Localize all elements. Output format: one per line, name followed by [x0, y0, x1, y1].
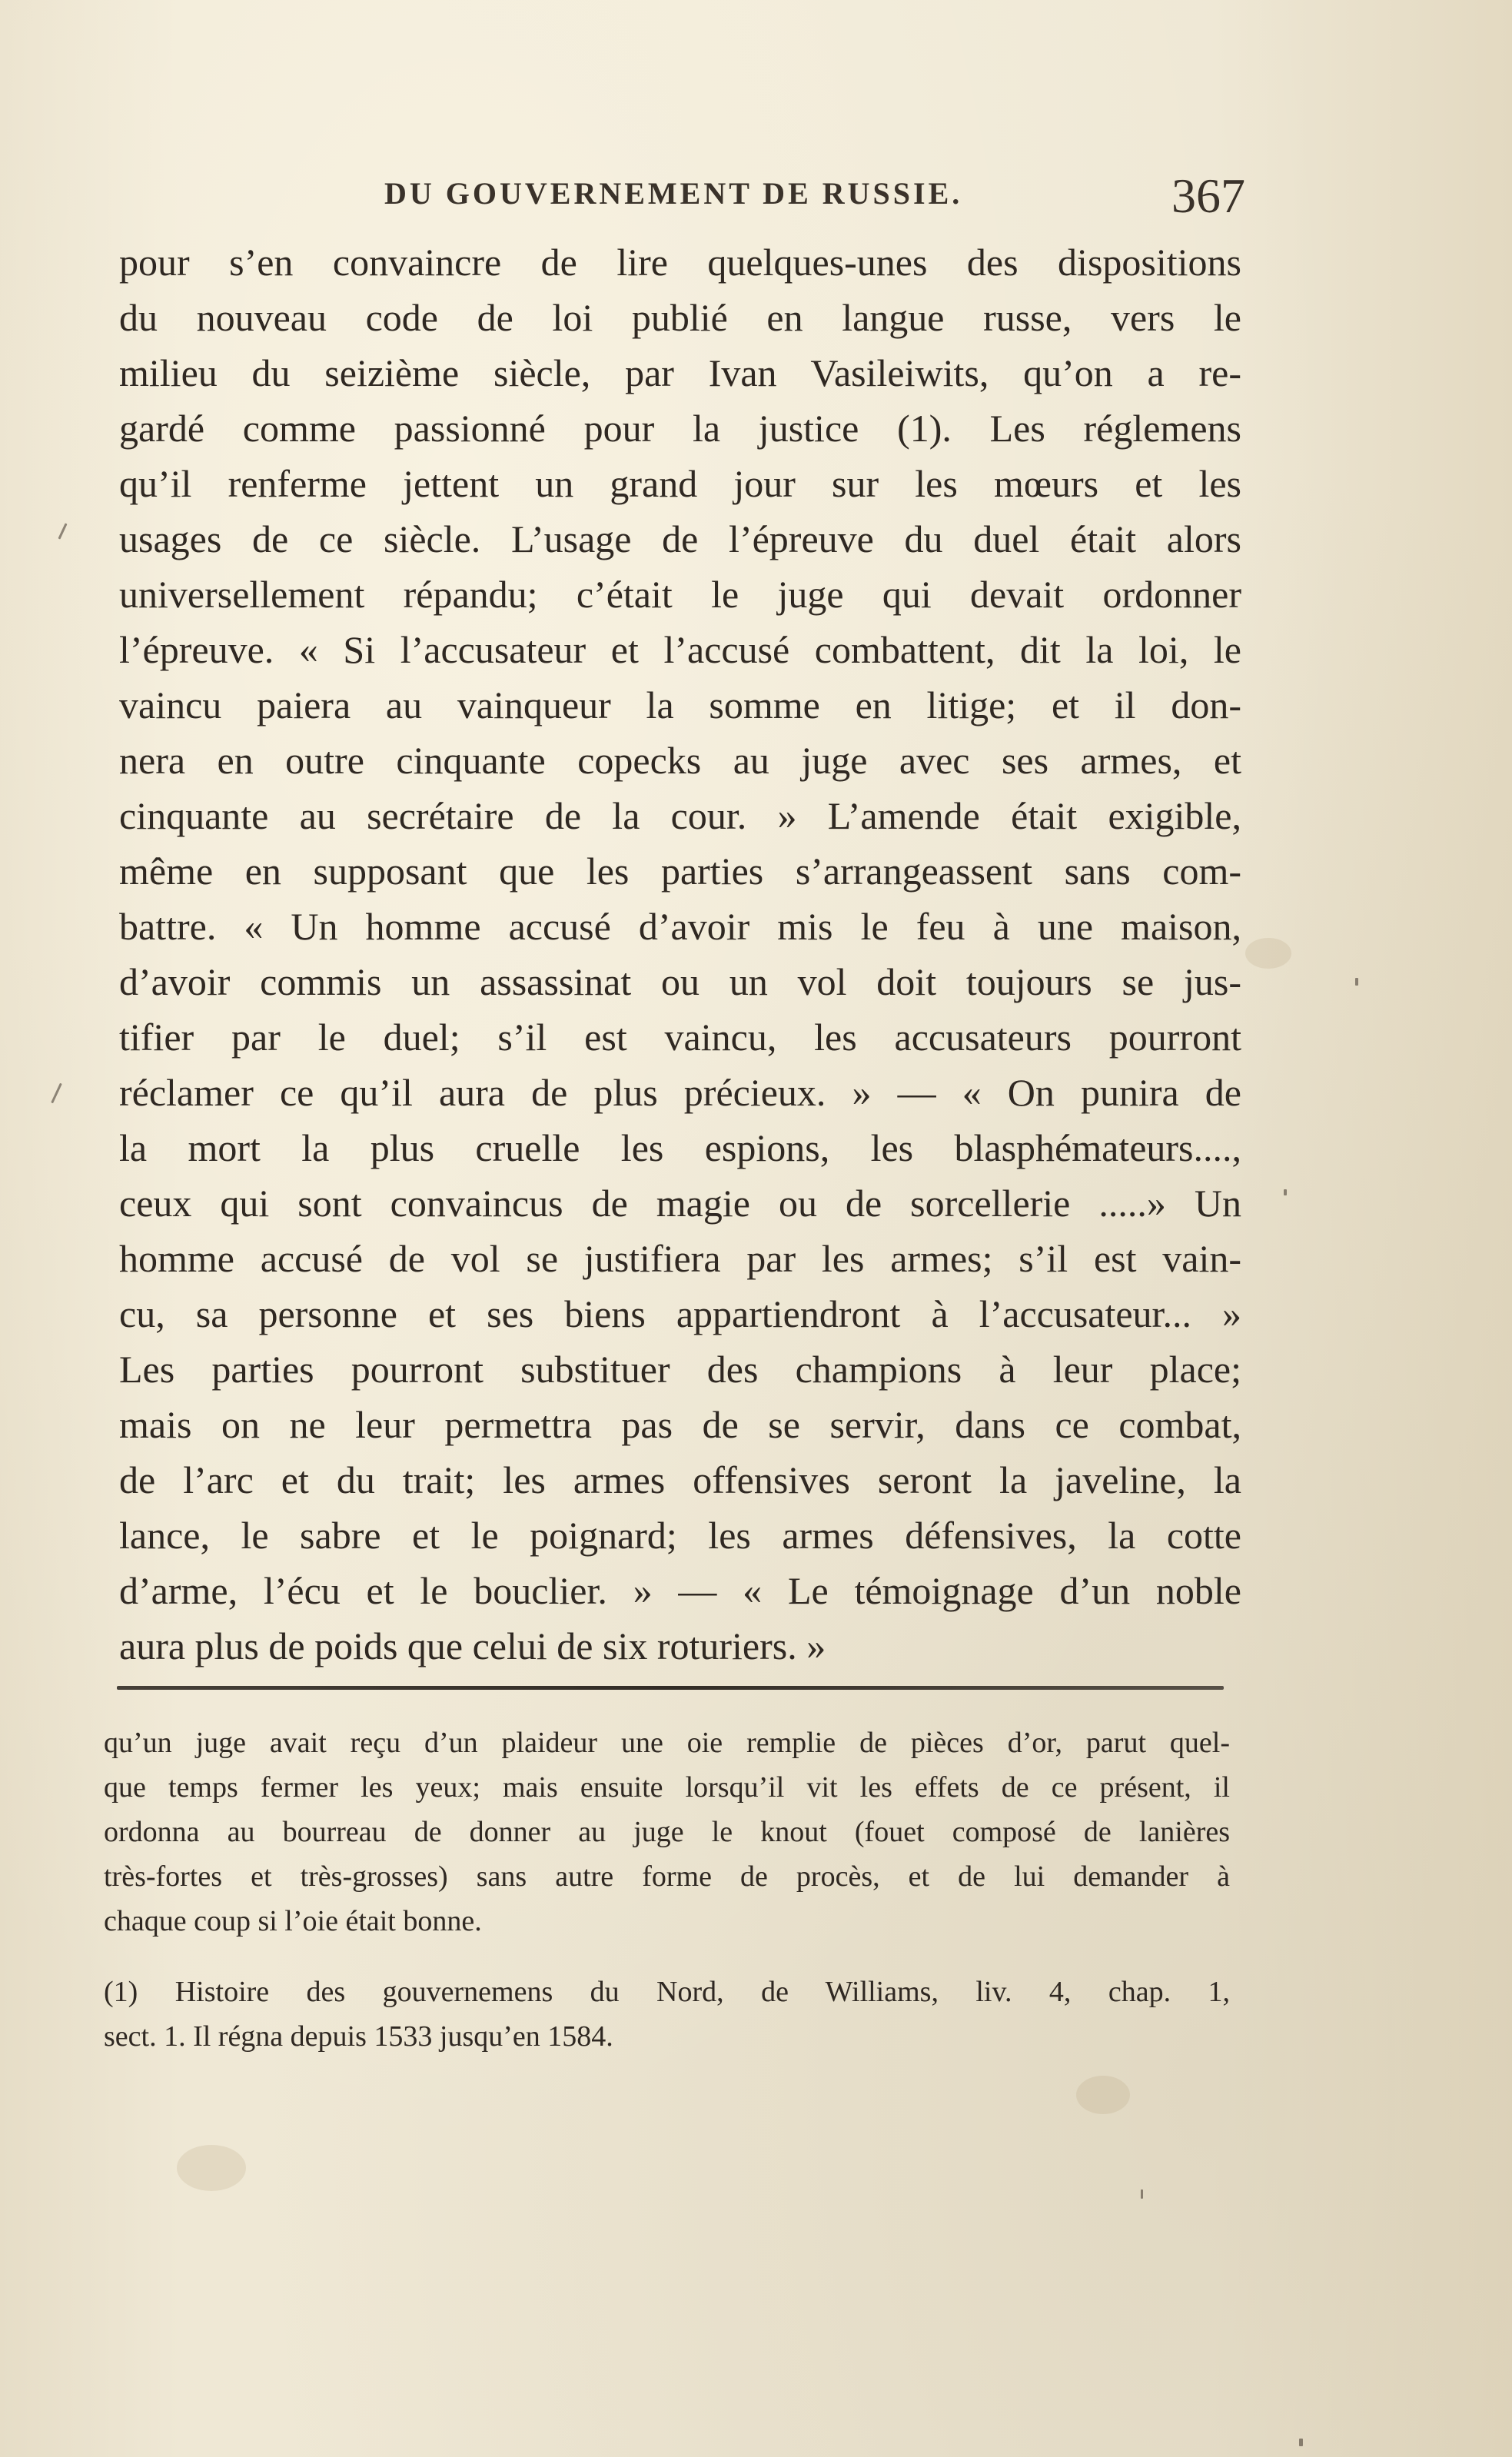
footnote-rule — [117, 1686, 1224, 1690]
text-line: aura plus de poids que celui de six roturiers. » — [119, 1624, 826, 1667]
footnote-line: qu’un juge avait reçu d’un plaideur une oie remplie de pièces d’or, parut quel- — [104, 1727, 1230, 1759]
ink-speck — [51, 1083, 62, 1104]
text-line: ceux qui sont convaincus de magie ou de sorcellerie .....» Un — [119, 1182, 1241, 1225]
ink-speck — [1141, 2189, 1143, 2199]
text-line: lance, le sabre et le poignard; les armes défensives, la cotte — [119, 1514, 1241, 1557]
text-line: vaincu paiera au vainqueur la somme en litige; et il don- — [119, 683, 1241, 726]
text-line: usages de ce siècle. L’usage de l’épreuve du duel était alors — [119, 517, 1241, 560]
text-line: pour s’en convaincre de lire quelques-unes des dispositions — [119, 241, 1241, 284]
text-line: l’épreuve. « Si l’accusateur et l’accusé combattent, dit la loi, le — [119, 628, 1241, 671]
footnote-line: que temps fermer les yeux; mais ensuite lorsqu’il vit les effets de ce présent, il — [104, 1771, 1230, 1804]
footnote-line: ordonna au bourreau de donner au juge le knout (fouet composé de lanières — [104, 1816, 1230, 1848]
text-line: Les parties pourront substituer des champions à leur place; — [119, 1348, 1241, 1391]
page-stain — [1245, 938, 1291, 969]
ink-speck — [58, 523, 67, 539]
text-line: réclamer ce qu’il aura de plus précieux. » — « On punira de — [119, 1071, 1241, 1114]
footnote-gap — [104, 1943, 1230, 1970]
text-line: gardé comme passionné pour la justice (1). Les réglemens — [119, 407, 1241, 450]
text-line: du nouveau code de loi publié en langue russe, vers le — [119, 296, 1241, 339]
text-line: d’arme, l’écu et le bouclier. » — « Le témoignage d’un noble — [119, 1569, 1241, 1612]
footnote-line: très-fortes et très-grosses) sans autre forme de procès, et de lui demander à — [104, 1860, 1230, 1893]
text-line: la mort la plus cruelle les espions, les blasphémateurs...., — [119, 1126, 1241, 1169]
text-line: de l’arc et du trait; les armes offensives seront la javeline, la — [119, 1458, 1241, 1501]
footnote-line: chaque coup si l’oie était bonne. — [104, 1905, 482, 1937]
text-line: cu, sa personne et ses biens appartiendront à l’accusateur... » — [119, 1292, 1241, 1335]
running-title: DU GOUVERNEMENT DE RUSSIE. — [384, 176, 963, 211]
text-line: universellement répandu; c’était le juge qui devait ordonner — [119, 573, 1241, 616]
ink-speck — [1284, 1189, 1287, 1195]
text-line: même en supposant que les parties s’arrangeassent sans com- — [119, 849, 1241, 893]
footnote-1-line: (1) Histoire des gouvernemens du Nord, de Williams, liv. 4, chap. 1, — [104, 1976, 1230, 2008]
text-line: qu’il renferme jettent un grand jour sur les mœurs et les — [119, 462, 1241, 505]
ink-speck — [1355, 978, 1358, 986]
text-line: cinquante au secrétaire de la cour. » L’amende était exigible, — [119, 794, 1241, 837]
text-line: battre. « Un homme accusé d’avoir mis le feu à une maison, — [119, 905, 1241, 948]
page-header — [115, 168, 1245, 221]
main-text — [119, 234, 1241, 1674]
ink-speck — [1299, 2439, 1303, 2446]
text-line: d’avoir commis un assassinat ou un vol doit toujours se jus- — [119, 960, 1241, 1003]
page-stain — [1076, 2076, 1130, 2114]
text-line: milieu du seizième siècle, par Ivan Vasileiwits, qu’on a re- — [119, 351, 1241, 394]
text-line: homme accusé de vol se justifiera par les armes; s’il est vain- — [119, 1237, 1241, 1280]
text-line: nera en outre cinquante copecks au juge avec ses armes, et — [119, 739, 1241, 782]
page-stain — [177, 2145, 246, 2191]
footnote-1-line: sect. 1. Il régna depuis 1533 jusqu’en 1584. — [104, 2020, 613, 2053]
page-number: 367 — [1171, 168, 1245, 223]
text-line: mais on ne leur permettra pas de se servir, dans ce combat, — [119, 1403, 1241, 1446]
text-line: tifier par le duel; s’il est vaincu, les accusateurs pourront — [119, 1016, 1241, 1059]
footnotes — [104, 1721, 1230, 2059]
